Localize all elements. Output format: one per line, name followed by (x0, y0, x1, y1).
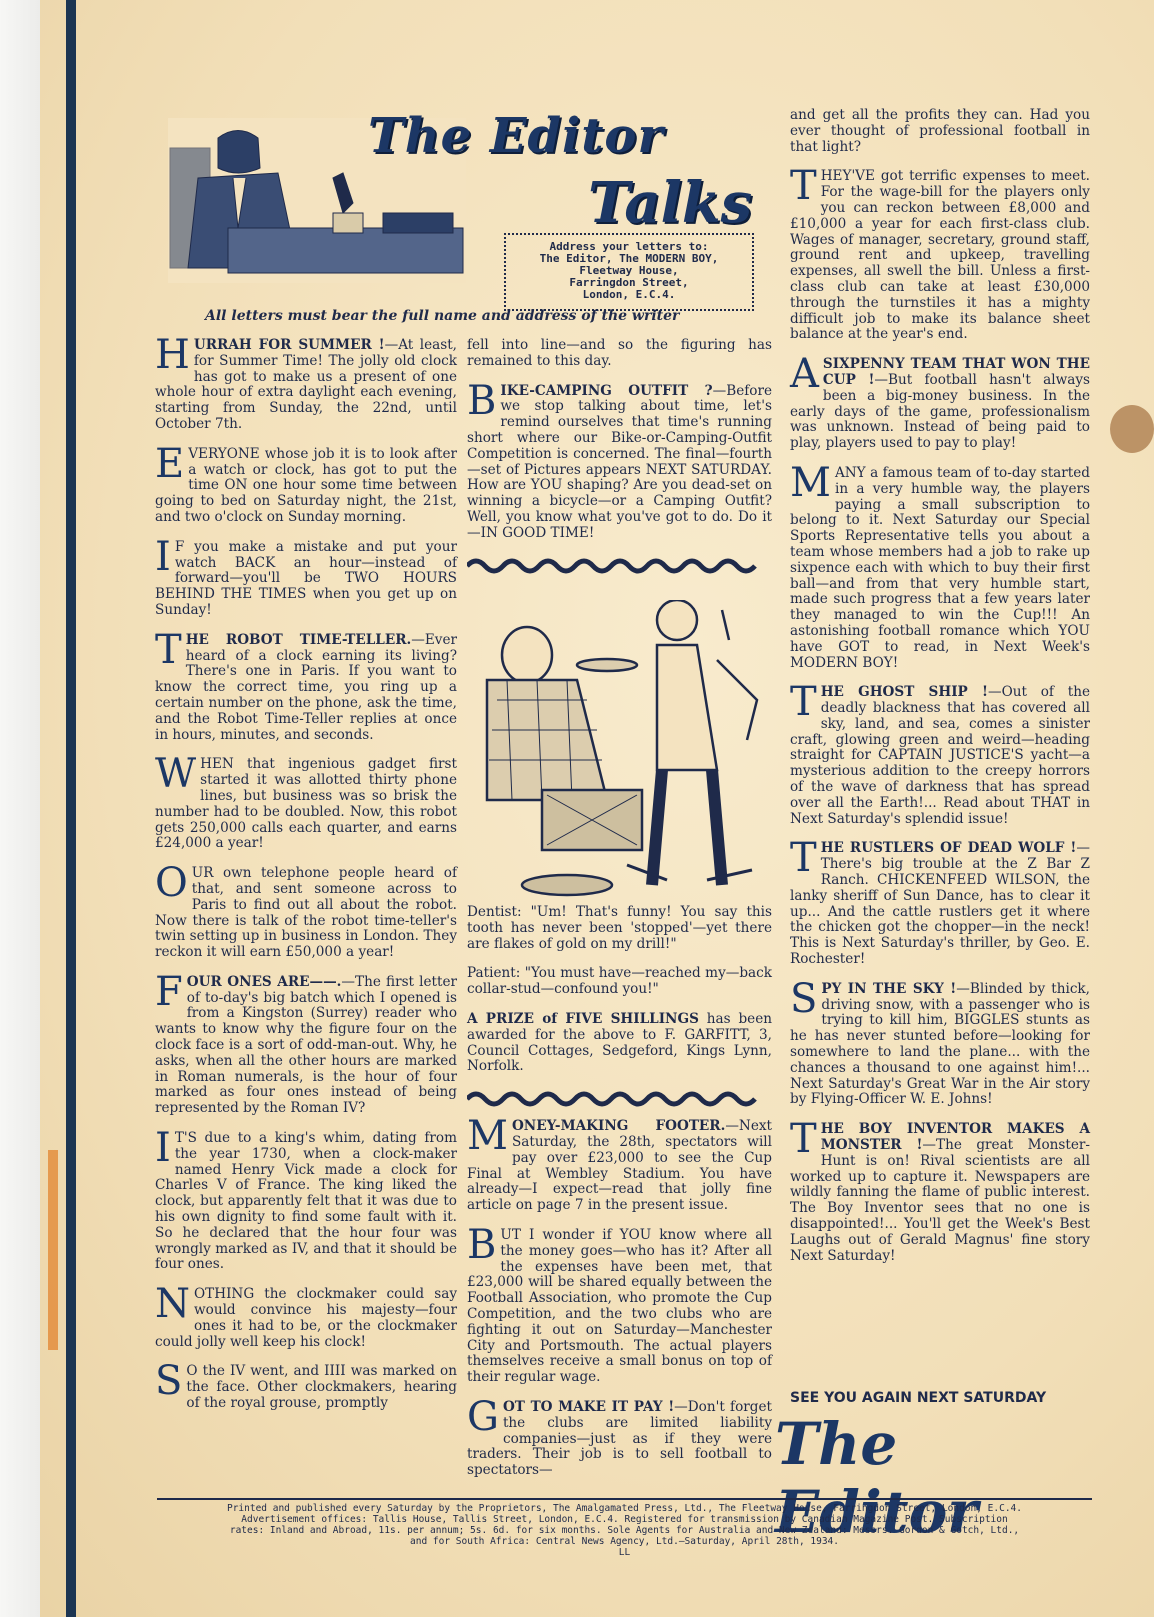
paragraph-text: UR own telephone people heard of that, and sent someone across to Paris to find out all about the robot. Now there is talk of the robot time-teller's twin setting up in business in London. They reckon it will earn £50,000 a year! (155, 865, 457, 961)
paragraph-heading: URRAH FOR SUMMER ! (193, 337, 385, 353)
paragraph (790, 459, 1090, 671)
paragraph (790, 351, 1090, 452)
paragraph-text: —Out of the deadly blackness that has covered all sky, land, and sea, comes a sinister craft, glowing green and weird—heading straight for CAPTAIN JUSTICE'S yacht—a mysterious addition to the creepy horrors of the wave of darkness that has spread over all the Earth!... Read about THAT in Next Saturday's splendid issue! (790, 684, 1091, 827)
paragraph (790, 1116, 1090, 1264)
drop-cap: T (790, 163, 817, 210)
drop-cap: T (790, 679, 817, 726)
imprint-line: LL (618, 1547, 631, 1558)
paragraph (155, 860, 457, 961)
letters-tagline: All letters must bear the full name and address of the writer (205, 308, 680, 324)
drop-cap: I (155, 1125, 171, 1172)
paragraph (467, 905, 772, 952)
paragraph (467, 377, 772, 542)
drop-cap: F (155, 968, 183, 1015)
drop-cap: I (155, 533, 171, 580)
paragraph-heading: HE BOY INVENTOR MAKES A MONSTER ! (820, 1121, 1090, 1154)
paragraph (790, 163, 1090, 343)
drop-cap: S (790, 975, 818, 1022)
paragraph (790, 975, 1090, 1108)
paragraph-heading: HE ROBOT TIME-TELLER. (185, 631, 412, 648)
drop-cap: N (155, 1281, 190, 1328)
paragraph (155, 626, 457, 744)
drop-cap: B (467, 1221, 497, 1268)
drop-cap: E (155, 440, 185, 487)
paragraph-text: ANY a famous team of to-day started in a very humble way, the players paying a small subscription to belong to it. Next Saturday our Special Sports Representative tells you about a team whose members had a job to rake up sixpence each with which to buy their first ball—and from that very humble start, made such progress that a few years later they managed to win the Cup!!! An astonishing football romance which YOU have GOT to read, in Next Week's MODERN BOY! (790, 464, 1090, 671)
address-line: London, E.C.4. (582, 288, 676, 301)
paragraph (790, 108, 1090, 155)
paragraph-text: has been awarded for the above to F. GARFITT, 3, Council Cottages, Sedgeford, Kings Lynn, Norfolk. (467, 1010, 772, 1075)
address-line: Farringdon Street, (569, 276, 689, 289)
drop-cap: B (467, 377, 497, 424)
paragraph-text: —The first letter of to-day's big batch which I opened is from a Kingston (Surrey) reader who wants to know why the figure four on the clock face is a sort of odd-man-out. Why, he asks, when all the other hours are marked in Roman numerals, is the hour of four marked as four ones instead of being represented by the Roman IV? (155, 973, 458, 1117)
address-line: Fleetway House, (579, 264, 679, 277)
column-1 (155, 332, 458, 1426)
paragraph-heading: A PRIZE of FIVE SHILLINGS (467, 1010, 699, 1027)
paragraph (790, 835, 1090, 968)
paragraph-text: —Blinded by thick, driving snow, with a passenger who is trying to kill him, BIGGLES stunts as he has never stunted before—looking for somewhere to land the plane... with the chances a thousand to one against him!... Next Saturday's Great War in the Air story by Flying-Officer W. E. Johns! (790, 980, 1090, 1108)
address-box (504, 233, 754, 311)
editor-signature: The Editor (775, 1410, 978, 1546)
paragraph (790, 679, 1091, 827)
paragraph-text: fell into line—and so the figuring has remained to this day. (467, 337, 772, 369)
cartoon-caption: Dentist: "Um! That's funny! You say this tooth has never been 'stopped'—yet there are flakes of gold on my drill!" (467, 904, 772, 952)
paragraph-text: O the IV went, and IIII was marked on the face. Other clockmakers, hearing of the royal grouse, promptly (186, 1363, 457, 1412)
paragraph (467, 338, 772, 370)
drop-cap: A (790, 351, 819, 398)
paragraph (467, 1012, 772, 1075)
paragraph-text: VERYONE whose job it is to look after a watch or clock, has got to put the time ON one hour some time between going to bed on Saturday night, the 21st, and two o'clock on Sunday morning. (155, 445, 457, 525)
address-line: The Editor, The MODERN BOY, (539, 252, 719, 265)
drop-cap: M (790, 459, 831, 506)
paper-stain (1110, 405, 1154, 453)
column-3 (790, 108, 1090, 1278)
drop-cap: O (155, 860, 188, 907)
imprint-footer (157, 1498, 1092, 1558)
paragraph (155, 968, 458, 1117)
paragraph-text: and get all the profits they can. Had you ever thought of professional football in that light? (790, 107, 1090, 155)
drop-cap: H (155, 332, 190, 378)
paragraph (467, 1113, 772, 1214)
spine-color-mark (48, 1150, 58, 1350)
imprint-line: Printed and published every Saturday by the Proprietors, The Amalgamated Press, Ltd., The Fleetway House, Farringdon Street, London, E.C.4. (226, 1503, 1022, 1514)
wavy-divider (467, 1089, 762, 1109)
imprint-line: and for South Africa: Central News Agency, Ltd.—Saturday, April 28th, 1934. (410, 1536, 839, 1547)
drop-cap: M (467, 1113, 508, 1160)
paragraph-text: —Before we stop talking about time, let's remind ourselves that time's running short where our Bike-or-Camping-Outfit Competition is concerned. The final—fourth—set of Pictures appears NEXT SATURDAY. How are YOU shaping? Are you dead-set on winning a bicycle—or a Camping Outfit? Well, you know what you've got to do. Do it—IN GOOD TIME! (467, 382, 772, 541)
paragraph (155, 751, 457, 852)
drop-cap: T (790, 835, 817, 882)
paragraph-text: —The great Monster-Hunt is on! Rival scientists are all worked up to capture it. Newspapers are wildly fanning the flame of public interest. The Boy Inventor sees that no one is disappointed!... You'll get the Week's Best Laughs out of Gerald Magnus' fine story Next Saturday! (790, 1137, 1090, 1264)
paragraph-text: T'S due to a king's whim, dating from the year 1730, when a clock-maker named Henry Vick made a clock for Charles V of France. The king liked the clock, but apparently felt that it was due to his own dignity to find some fault with it. So he declared that the hour four was wrongly marked as IV, and that it should be four ones. (155, 1130, 457, 1273)
paragraph-text: —But football hasn't always been a big-money business. In the early days of the game, professionalism was unknown. Instead of being paid to play, players used to pay to play! (790, 371, 1090, 452)
title-the-editor: The Editor (368, 108, 664, 164)
cartoon-caption: Patient: "You must have—reached my—back collar-stud—confound you!" (467, 965, 772, 998)
wavy-divider (467, 556, 762, 576)
paragraph (467, 1221, 772, 1386)
paragraph (467, 1393, 772, 1479)
paragraph-heading: PY IN THE SKY ! (821, 980, 957, 997)
paragraph (155, 1125, 457, 1273)
paragraph-text: F you make a mistake and put your watch BACK an hour—instead of forward—you'll be TWO HOURS BEHIND THE TIMES when you get up on Sunday! (155, 538, 457, 618)
imprint-line: rates: Inland and Abroad, 11s. per annum; 5s. 6d. for six months. Sole Agents for Australia and New Zealand: Messrs. Gordon & Gotch, Ltd., (229, 1525, 1020, 1536)
column-2-bottom (467, 905, 772, 1493)
drop-cap: T (155, 626, 182, 673)
column-2-top (467, 338, 772, 586)
dentist-cartoon (467, 600, 772, 900)
paragraph (155, 533, 457, 619)
address-line: Address your letters to: (549, 240, 709, 253)
paragraph (155, 1281, 457, 1350)
drop-cap: G (467, 1393, 499, 1440)
paragraph-heading: ONEY-MAKING FOOTER. (511, 1118, 726, 1135)
paragraph-text: —Ever heard of a clock earning its living? There's one in Paris. If you want to know the correct time, you ring up a certain number on the phone, ask the time, and the Robot Time-Teller replies at once in hours, minutes, and seconds. (155, 631, 457, 743)
paragraph-text: OTHING the clockmaker could say would convince his majesty—four ones it had to be, or the clockmaker could jolly well keep his clock! (155, 1286, 457, 1350)
paragraph-heading: HE RUSTLERS OF DEAD WOLF ! (820, 840, 1077, 857)
paragraph-heading: HE GHOST SHIP ! (820, 684, 988, 701)
paragraph-text: —At least, for Summer Time! The jolly old clock has got to make us a present of one whole hour of extra daylight each evening, starting from Sunday, the 22nd, until October 7th. (155, 337, 457, 432)
paragraph (155, 332, 457, 433)
paragraph-text: HEY'VE got terrific expenses to meet. For the wage-bill for the players only you can reckon between £8,000 and £10,000 a year for each first-class club. Wages of manager, secretary, ground staff, ground rent and upkeep, travelling expenses, all swell the bill. Unless a first-class club can take at least £30,000 through the turnstiles it has a mighty difficult job to make its balance sheet balance at the year's end. (790, 168, 1090, 343)
paragraph-heading: OUR ONES ARE——. (186, 973, 342, 990)
paragraph-heading: SIXPENNY TEAM THAT WON THE CUP ! (822, 356, 1090, 388)
paragraph-heading: IKE-CAMPING OUTFIT ? (500, 382, 713, 399)
paragraph (155, 1358, 457, 1412)
masthead (168, 108, 768, 318)
drop-cap: T (790, 1116, 817, 1163)
paragraph (467, 966, 772, 998)
paragraph-text: —Next Saturday, the 28th, spectators will pay over £23,000 to see the Cup Final at Wembley Stadium. You have already—I expect—read that jolly fine article on page 7 in the present issue. (467, 1118, 772, 1214)
drop-cap: S (155, 1358, 183, 1405)
see-you-again: SEE YOU AGAIN NEXT SATURDAY (790, 1390, 1047, 1406)
paragraph-text: UT I wonder if YOU know where all the money goes—who has it? After all the expenses have been met, that £23,000 will be shared equally between the Football Association, who promote the Cup Competition, and the two clubs who are fighting it out on Saturday—Manchester City and Portsmouth. The actual players themselves receive a small bonus on top of their regular wage. (467, 1226, 772, 1386)
spine-binding-strip (66, 0, 76, 1617)
paragraph-text: —There's big trouble at the Z Bar Z Ranch. CHICKENFEED WILSON, the lanky sheriff of Sun Dance, has to clear it up... And the cattle rustlers get it where the chicken got the chopper—in the neck! This is Next Saturday's thriller, by Geo. E. Rochester! (790, 840, 1090, 968)
drop-cap: W (155, 751, 197, 798)
imprint-line: Advertisement offices: Tallis House, Tallis Street, London, E.C.4. Registered for transmission by Canadian Magazine Post. Subscription (241, 1514, 1008, 1525)
paragraph-heading: OT TO MAKE IT PAY ! (502, 1398, 675, 1415)
title-talks: Talks (588, 170, 753, 236)
paragraph-text: —Don't forget the clubs are limited liability companies—just as if they were traders. Their job is to sell football to spectators— (467, 1398, 772, 1479)
page-spine (0, 0, 40, 1617)
paragraph-text: HEN that ingenious gadget first started it was allotted thirty phone lines, but business was so brisk the number had to be doubled. Now, this robot gets 250,000 calls each quarter, and earns £24,000 a year! (155, 756, 457, 852)
paragraph (155, 440, 457, 526)
